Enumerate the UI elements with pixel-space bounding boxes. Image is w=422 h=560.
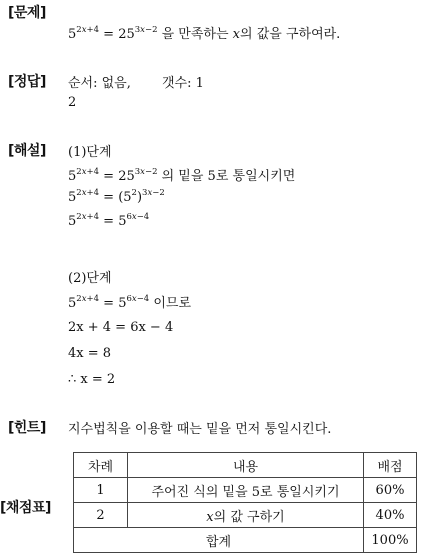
step1-line3: $5^{2x+4} = 5^{6x-4}$ — [68, 212, 150, 229]
step2-line1: $5^{2x+4} = 5^{6x-4}$ 이므로 — [68, 294, 192, 311]
row1-score: 60% — [364, 478, 417, 503]
step1-line2: $5^{2x+4} = (5^2)^{3x-2}$ — [68, 188, 165, 205]
answer-order: 순서: 없음, — [68, 76, 131, 91]
equation-1: 2x + 4 = 6x − 4 — [68, 320, 174, 335]
answer-value: 2 — [68, 95, 77, 110]
step1-line1: $5^{2x+4} = 25^{3x-2}$ 의 밑을 5로 통일시키면 — [68, 167, 296, 184]
row1-order: 1 — [74, 478, 128, 503]
hint-text: 지수법칙을 이용할 때는 밑을 먼저 통일시킨다. — [68, 422, 332, 437]
table-row — [74, 478, 417, 503]
total-label: 합계 — [74, 528, 364, 553]
header-order: 차례 — [74, 453, 128, 478]
problem-equation: $5^{2x+4} = 25^{3x-2}$ — [68, 25, 158, 42]
answer-count: 갯수: 1 — [162, 76, 204, 91]
rubric-header-row — [74, 453, 417, 478]
answer-label: [정답] — [8, 74, 46, 90]
hint-label: [힌트] — [8, 420, 46, 436]
step1-title: (1)단계 — [68, 145, 112, 160]
solution-label: [해설] — [8, 143, 46, 159]
row2-score: 40% — [364, 503, 417, 528]
step2-title: (2)단계 — [68, 271, 112, 286]
table-row — [74, 503, 417, 528]
total-score: 100% — [364, 528, 417, 553]
header-score: 배점 — [364, 453, 417, 478]
header-content: 내용 — [128, 453, 364, 478]
row2-order: 2 — [74, 503, 128, 528]
problem-label: [문제] — [8, 5, 46, 21]
equation-3: ∴ x = 2 — [68, 372, 116, 387]
rubric-label: [채점표] — [0, 500, 51, 516]
equation-2: 4x = 8 — [68, 346, 112, 361]
problem-statement: $5^{2x+4} = 25^{3x-2}$ 을 만족하는 x의 값을 구하여라. — [68, 25, 341, 42]
row1-content: 주어진 식의 밑을 5로 통일시키기 — [128, 478, 364, 503]
row2-content: x의 값 구하기 — [128, 503, 364, 528]
rubric-total-row — [74, 528, 417, 553]
rubric-table — [73, 452, 417, 553]
